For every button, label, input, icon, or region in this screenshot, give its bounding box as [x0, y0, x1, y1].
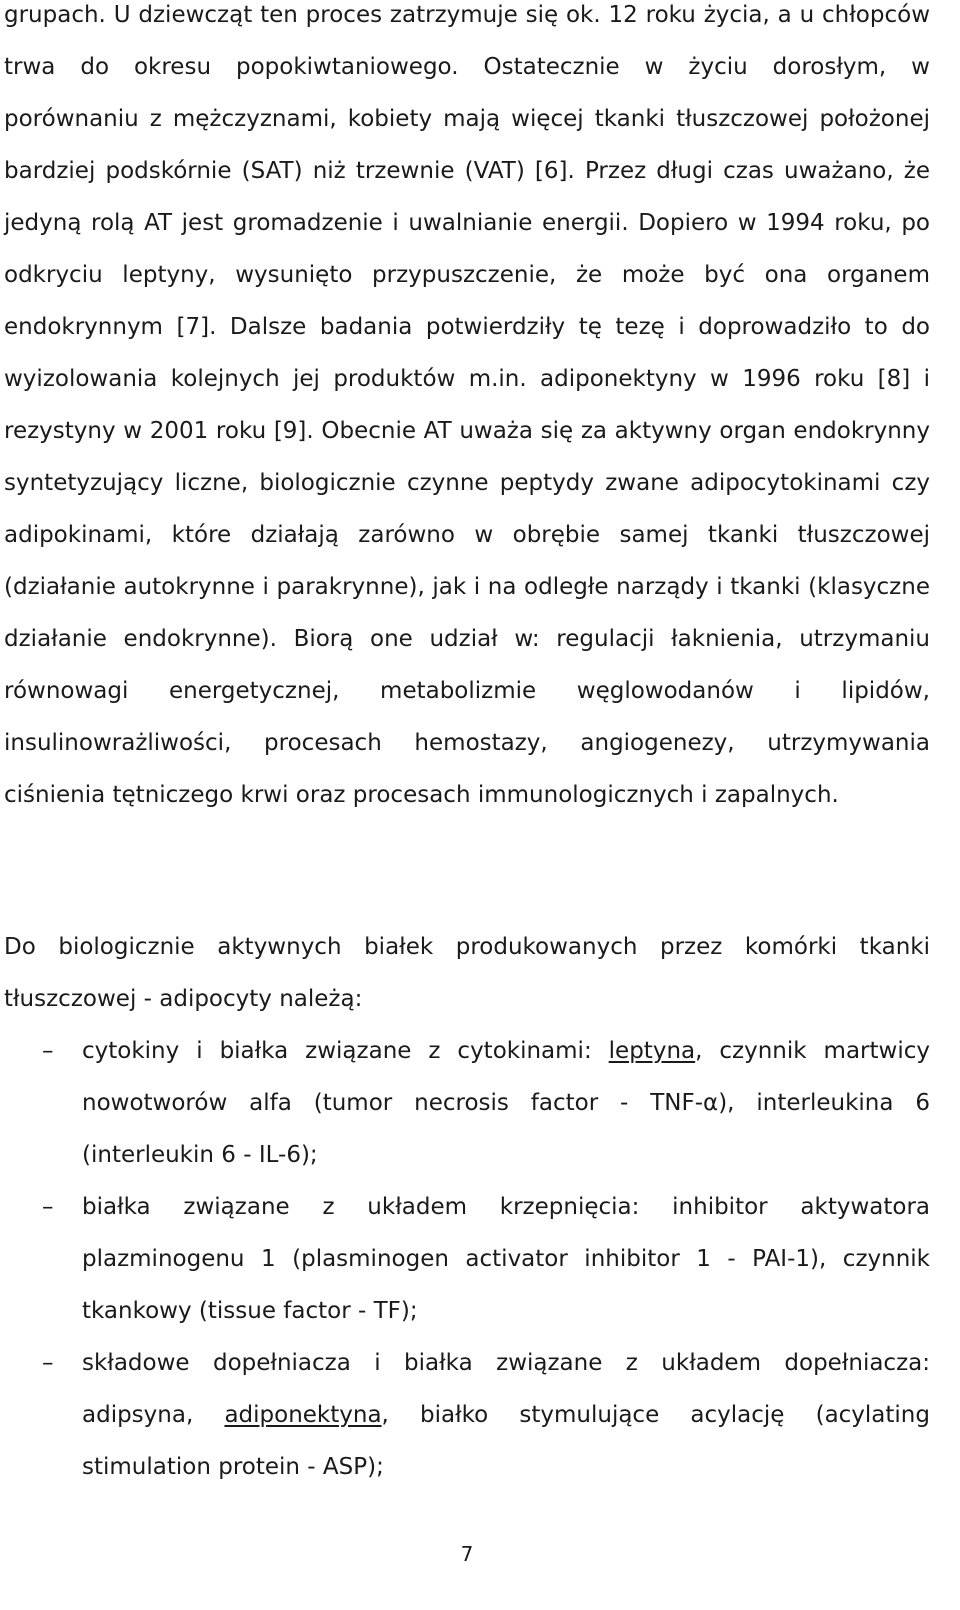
list-item-text-start: białka związane z układem krzepnięcia: inhibitor aktywatora plazminogenu 1 (plasminogen activator inhibitor 1 - PAI-1), czynnik tkankowy (tissue factor - TF);: [82, 1194, 930, 1324]
list-item-text-end: , białko stymulujące acylację (acylating stimulation protein - ASP);: [82, 1402, 930, 1480]
list-item-text-end: , czynnik martwicy nowotworów alfa (tumor necrosis factor - TNF-α), interleukina 6 (interleukin 6 - IL-6);: [82, 1038, 930, 1168]
body-paragraph-2: Do biologicznie aktywnych białek produkowanych przez komórki tkanki tłuszczowej - adipocyty należą:: [4, 934, 930, 1012]
list-item-text-start: cytokiny i białka związane z cytokinami:: [82, 1038, 609, 1064]
list-item-text: [82, 1025, 930, 1181]
list-bullet: –: [42, 1194, 54, 1220]
list-item-text: [82, 1337, 930, 1493]
adipocyte-protein-list: [4, 1025, 930, 1493]
list-item: [4, 1025, 930, 1181]
body-paragraph-1: grupach. U dziewcząt ten proces zatrzymuje się ok. 12 roku życia, a u chłopców trwa do okresu popokiwtaniowego. Ostatecznie w życiu dorosłym, w porównaniu z mężczyznami, kobiety mają więcej tkanki tłuszczowej położonej bardziej podskórnie (SAT) niż trzewnie (VAT) [6]. Przez długi czas uważano, że jedyną rolą AT jest gromadzenie i uwalnianie energii. Dopiero w 1994 roku, po odkryciu leptyny, wysunięto przypuszczenie, że może być ona organem endokrynnym [7]. Dalsze badania potwierdziły tę tezę i doprowadziło to do wyizolowania kolejnych jej produktów m.in. adiponektyny w 1996 roku [8] i rezystyny w 2001 roku [9]. Obecnie AT uważa się za aktywny organ endokrynny syntetyzujący liczne, biologicznie czynne peptydy zwane adipocytokinami czy adipokinami, które działają zarówno w obrębie samej tkanki tłuszczowej (działanie autokrynne i parakrynne), jak i na odległe narządy i tkanki (klasyczne działanie endokrynne). Biorą one udział w: regulacji łaknienia, utrzymaniu równowagi energetycznej, metabolizmie węglowodanów i lipidów, insulinowrażliwości, procesach hemostazy, angiogenezy, utrzymywania ciśnienia tętniczego krwi oraz procesach immunologicznych i zapalnych.: [4, 2, 930, 808]
list-bullet: –: [42, 1038, 54, 1064]
underlined-term-adiponektyna: adiponektyna: [224, 1402, 382, 1428]
list-bullet: –: [42, 1350, 54, 1376]
list-item: [4, 1181, 930, 1337]
page-number: 7: [460, 1542, 474, 1566]
list-item-text: [82, 1181, 930, 1337]
underlined-term-leptyna: leptyna: [608, 1038, 696, 1064]
list-item: [4, 1337, 930, 1493]
list-item-text-start: składowe dopełniacza i białka związane z układem dopełniacza: adipsyna,: [82, 1350, 930, 1428]
